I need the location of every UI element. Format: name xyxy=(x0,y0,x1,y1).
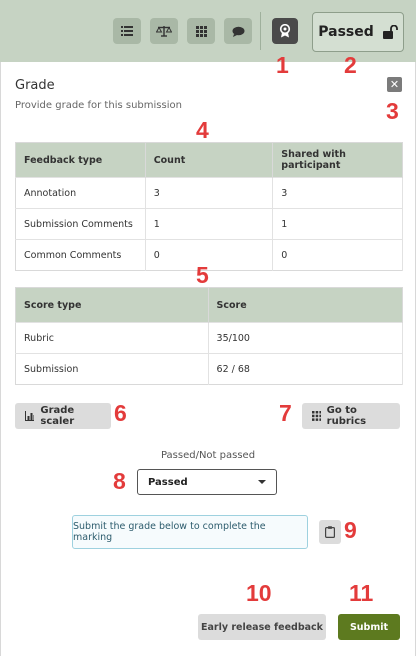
grid-button[interactable] xyxy=(187,18,215,44)
callout-number: 8 xyxy=(113,468,126,494)
scale-icon xyxy=(156,25,172,37)
score-table xyxy=(15,287,403,385)
close-icon: ✕ xyxy=(389,78,400,91)
grade-scaler-label: Grade scaler xyxy=(40,405,75,427)
table-cell: 1 xyxy=(145,209,273,240)
table-cell: Rubric xyxy=(16,323,209,354)
chat-icon xyxy=(232,26,245,37)
table-cell: Annotation xyxy=(16,178,146,209)
award-button[interactable] xyxy=(272,18,298,44)
grade-scaler-button[interactable] xyxy=(15,403,111,429)
clipboard-button[interactable] xyxy=(319,520,341,544)
chat-button[interactable] xyxy=(224,18,252,44)
callout-number: 10 xyxy=(246,580,272,606)
toolbar-divider xyxy=(260,12,261,50)
table-cell: Submission xyxy=(16,354,209,385)
table-cell: 1 xyxy=(273,209,403,240)
grid-icon xyxy=(196,26,207,37)
column-header: Shared with participant xyxy=(273,143,403,178)
table-row xyxy=(16,178,403,209)
close-button[interactable] xyxy=(387,77,402,92)
clipboard-icon xyxy=(325,526,335,538)
callout-number: 4 xyxy=(196,117,209,143)
unlock-icon xyxy=(382,25,398,39)
column-header: Score type xyxy=(16,288,209,323)
table-cell: 35/100 xyxy=(208,323,402,354)
go-to-rubrics-label: Go to rubrics xyxy=(326,405,367,427)
grade-title: Grade xyxy=(15,78,55,93)
grade-status-label: Passed xyxy=(318,24,374,40)
list-view-button[interactable] xyxy=(113,18,141,44)
pass-select-label: Passed/Not passed xyxy=(160,450,256,461)
callout-number: 5 xyxy=(196,262,209,288)
callout-number: 2 xyxy=(344,52,357,78)
table-cell: 62 / 68 xyxy=(208,354,402,385)
pass-status-value: Passed xyxy=(148,476,188,488)
table-row xyxy=(16,209,403,240)
grid-icon xyxy=(312,411,321,421)
early-release-feedback-button[interactable]: Early release feedback xyxy=(198,614,326,640)
table-cell: 3 xyxy=(145,178,273,209)
callout-number: 9 xyxy=(344,517,357,543)
table-row xyxy=(16,240,403,271)
table-cell: 0 xyxy=(273,240,403,271)
score-table-header xyxy=(16,288,403,323)
submit-button[interactable]: Submit xyxy=(338,614,400,640)
go-to-rubrics-button[interactable] xyxy=(302,403,400,429)
column-header: Feedback type xyxy=(16,143,146,178)
table-cell: 0 xyxy=(145,240,273,271)
callout-number: 6 xyxy=(114,400,127,426)
callout-number: 3 xyxy=(386,98,399,124)
callout-number: 7 xyxy=(279,400,292,426)
grade-subtitle: Provide grade for this submission xyxy=(15,100,182,111)
feedback-table-header xyxy=(16,143,403,178)
award-icon xyxy=(279,24,291,38)
chevron-down-icon xyxy=(258,480,266,484)
table-row xyxy=(16,354,403,385)
info-message: Submit the grade below to complete the marking xyxy=(72,515,308,549)
callout-number: 1 xyxy=(276,52,289,78)
pass-status-select[interactable] xyxy=(137,469,277,495)
table-cell: Submission Comments xyxy=(16,209,146,240)
feedback-table xyxy=(15,142,403,271)
scale-button[interactable] xyxy=(150,18,178,44)
list-icon xyxy=(121,26,133,36)
table-row xyxy=(16,323,403,354)
column-header: Score xyxy=(208,288,402,323)
callout-number: 11 xyxy=(349,580,374,606)
bar-chart-icon xyxy=(25,411,34,421)
grade-status-button[interactable] xyxy=(312,12,404,52)
column-header: Count xyxy=(145,143,273,178)
table-cell: 3 xyxy=(273,178,403,209)
table-cell: Common Comments xyxy=(16,240,146,271)
